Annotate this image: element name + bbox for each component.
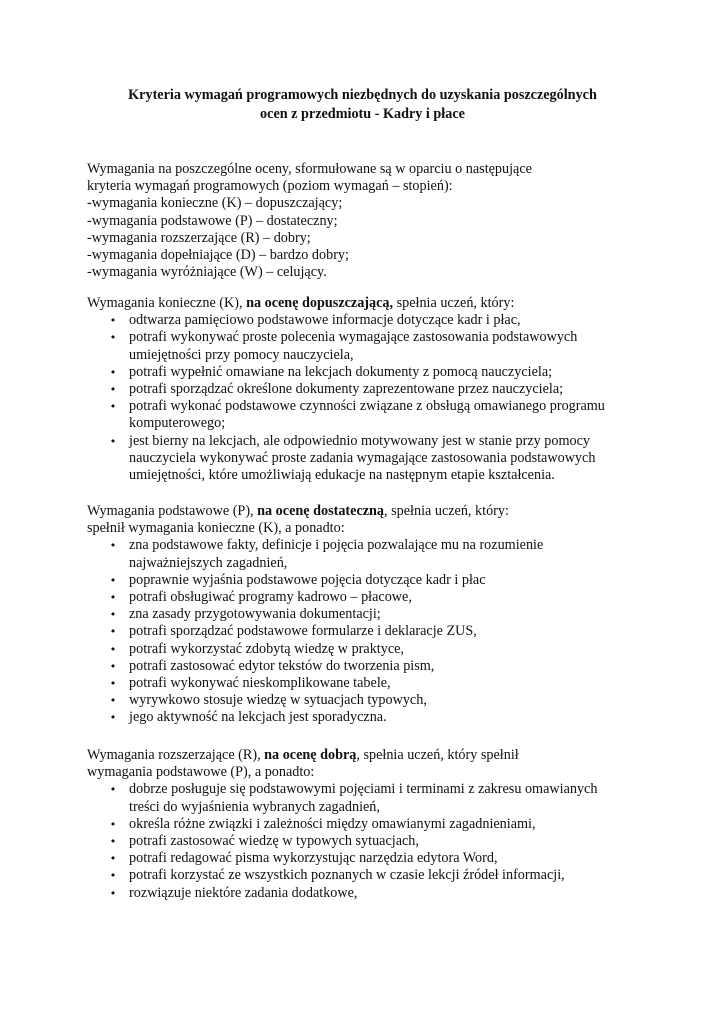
bullet-icon: • xyxy=(109,434,117,448)
list-item xyxy=(87,312,667,329)
list-item xyxy=(87,885,667,902)
list-item xyxy=(87,709,667,726)
list-item xyxy=(87,364,667,381)
list-item xyxy=(87,867,667,884)
requirements-list xyxy=(87,537,667,726)
section-heading xyxy=(87,747,667,764)
intro-line: -wymagania konieczne (K) – dopuszczający; xyxy=(87,195,343,212)
list-item xyxy=(87,675,667,692)
list-item-text: wyrywkowo stosuje wiedzę w sytuacjach typowych, xyxy=(129,692,427,709)
bullet-icon: • xyxy=(109,783,117,797)
intro-line: -wymagania dopełniające (D) – bardzo dobry; xyxy=(87,247,349,264)
list-item xyxy=(87,781,667,815)
list-item-text: potrafi wykorzystać zdobytą wiedzę w praktyce, xyxy=(129,640,404,657)
list-item-text: poprawnie wyjaśnia podstawowe pojęcia dotyczące kadr i płac xyxy=(129,571,486,588)
bullet-icon: • xyxy=(109,400,117,414)
bullet-icon: • xyxy=(109,608,117,622)
list-item-text: potrafi obsługiwać programy kadrowo – płacowe, xyxy=(129,589,412,606)
list-item-text: jego aktywność na lekcjach jest sporadyczna. xyxy=(129,709,387,726)
list-item xyxy=(87,816,667,833)
list-item xyxy=(87,833,667,850)
list-item-text: zna zasady przygotowywania dokumentacji; xyxy=(129,606,381,623)
list-item xyxy=(87,398,667,432)
bullet-icon: • xyxy=(109,365,117,379)
title-line-1: Kryteria wymagań programowych niezbędnych do uzyskania poszczególnych xyxy=(128,87,597,103)
list-item-text: potrafi zastosować wiedzę w typowych sytuacjach, xyxy=(129,833,419,850)
bullet-icon: • xyxy=(109,539,117,553)
list-item-text: potrafi redagować pisma wykorzystując narzędzia edytora Word, xyxy=(129,850,498,867)
list-item-text: zna podstawowe fakty, definicje i pojęcia pozwalające mu na rozumienie xyxy=(129,537,544,554)
list-item xyxy=(87,572,667,589)
list-item xyxy=(87,850,667,867)
intro-line: Wymagania na poszczególne oceny, sformułowane są w oparciu o następujące xyxy=(87,161,532,177)
intro-line: -wymagania podstawowe (P) – dostateczny; xyxy=(87,212,338,229)
list-item-text: umiejętności przy pomocy nauczyciela, xyxy=(129,346,354,363)
section-konieczne xyxy=(87,295,667,484)
list-item-text: potrafi wypełnić omawiane na lekcjach dokumenty z pomocą nauczyciela; xyxy=(129,363,553,380)
bullet-icon: • xyxy=(109,659,117,673)
bullet-icon: • xyxy=(109,869,117,883)
list-item-text: treści do wyjaśnienia wybranych zagadnień, xyxy=(129,798,380,815)
list-item-text: potrafi wykonać podstawowe czynności związane z obsługą omawianego programu xyxy=(129,398,605,415)
bullet-icon: • xyxy=(109,331,117,345)
list-item-text: dobrze posługuje się podstawowymi pojęciami i terminami z zakresu omawianych xyxy=(129,781,598,798)
list-item-text: komputerowego; xyxy=(129,415,226,432)
list-item-text: najważniejszych zagadnień, xyxy=(129,554,288,571)
bullet-icon: • xyxy=(109,573,117,587)
section-podstawowe xyxy=(87,503,667,727)
list-item-text: jest bierny na lekcjach, ale odpowiednio motywowany jest w stanie przy pomocy xyxy=(129,432,590,449)
bullet-icon: • xyxy=(109,383,117,397)
list-item xyxy=(87,641,667,658)
list-item xyxy=(87,537,667,571)
requirements-list xyxy=(87,312,667,484)
heading-text: spełnia uczeń, który: xyxy=(393,295,515,311)
list-item-text: potrafi sporządzać podstawowe formularze i deklaracje ZUS, xyxy=(129,623,477,640)
list-item xyxy=(87,692,667,709)
heading-grade: na ocenę dostateczną xyxy=(257,503,385,519)
bullet-icon: • xyxy=(109,625,117,639)
section-heading-line-2: wymagania podstawowe (P), a ponadto: xyxy=(87,764,315,781)
section-heading xyxy=(87,503,667,520)
bullet-icon: • xyxy=(109,314,117,328)
bullet-icon: • xyxy=(109,694,117,708)
list-item-text: nauczyciela wykonywać proste zadania wymagające zastosowania podstawowych xyxy=(129,449,596,466)
list-item-text: potrafi zastosować edytor tekstów do tworzenia pism, xyxy=(129,657,435,674)
list-item-text: umiejętności, które umożliwiają edukacje na następnym etapie kształcenia. xyxy=(129,467,555,484)
list-item-text: określa różne związki i zależności między omawianymi zagadnieniami, xyxy=(129,815,536,832)
bullet-icon: • xyxy=(109,711,117,725)
list-item xyxy=(87,606,667,623)
bullet-icon: • xyxy=(109,817,117,831)
list-item xyxy=(87,381,667,398)
list-item-text: rozwiązuje niektóre zadania dodatkowe, xyxy=(129,884,358,901)
intro-paragraph xyxy=(87,161,667,281)
intro-line: kryteria wymagań programowych (poziom wymagań – stopień): xyxy=(87,178,453,195)
list-item-text: potrafi korzystać ze wszystkich poznanych w czasie lekcji źródeł informacji, xyxy=(129,867,565,884)
bullet-icon: • xyxy=(109,886,117,900)
bullet-icon: • xyxy=(109,852,117,866)
list-item xyxy=(87,433,667,485)
title-line-2: ocen z przedmiotu - Kadry i płace xyxy=(260,106,465,122)
bullet-icon: • xyxy=(109,835,117,849)
heading-text: , spełnia uczeń, który: xyxy=(384,503,509,519)
heading-text: Wymagania rozszerzające (R), xyxy=(87,747,265,763)
requirements-list xyxy=(87,781,667,901)
bullet-icon: • xyxy=(109,591,117,605)
document-title xyxy=(0,86,725,124)
bullet-icon: • xyxy=(109,642,117,656)
heading-text: , spełnia uczeń, który spełnił xyxy=(356,747,519,763)
heading-text: Wymagania konieczne (K), xyxy=(87,295,247,311)
bullet-icon: • xyxy=(109,677,117,691)
heading-grade: na ocenę dopuszczającą, xyxy=(246,295,394,311)
list-item xyxy=(87,589,667,606)
section-heading xyxy=(87,295,667,312)
heading-text: Wymagania podstawowe (P), xyxy=(87,503,258,519)
list-item xyxy=(87,623,667,640)
list-item-text: odtwarza pamięciowo podstawowe informacje dotyczące kadr i płac, xyxy=(129,312,521,329)
list-item xyxy=(87,329,667,363)
list-item-text: potrafi sporządzać określone dokumenty zaprezentowane przez nauczyciela; xyxy=(129,381,564,398)
heading-grade: na ocenę dobrą xyxy=(264,747,357,763)
intro-line: -wymagania wyróżniające (W) – celujący. xyxy=(87,264,327,281)
list-item-text: potrafi wykonywać nieskomplikowane tabele, xyxy=(129,675,391,692)
section-rozszerzajace xyxy=(87,747,667,902)
intro-line: -wymagania rozszerzające (R) – dobry; xyxy=(87,229,311,246)
list-item xyxy=(87,658,667,675)
list-item-text: potrafi wykonywać proste polecenia wymagające zastosowania podstawowych xyxy=(129,329,578,346)
section-heading-line-2: spełnił wymagania konieczne (K), a ponadto: xyxy=(87,520,345,537)
